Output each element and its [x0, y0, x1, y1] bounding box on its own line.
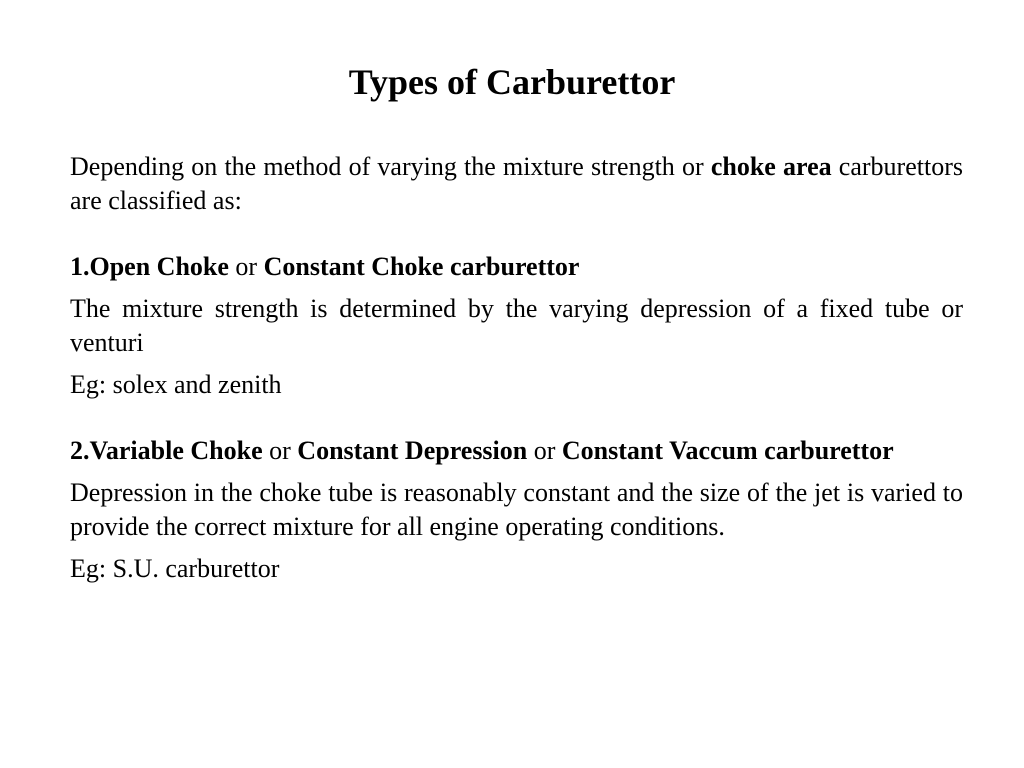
- section-1-heading-part-2: Constant Choke carburettor: [263, 252, 580, 281]
- section-1-heading: [70, 250, 963, 284]
- section-2-heading: [70, 434, 963, 468]
- spacer: [70, 360, 963, 368]
- section-2-heading-part-2: Constant Depression: [297, 436, 528, 465]
- slide-body: [70, 150, 963, 586]
- section-1-heading-part-1: 1.Open Choke: [70, 252, 229, 281]
- spacer: [70, 468, 963, 476]
- intro-text-1: Depending on the method of varying the mixture strength or: [70, 152, 711, 181]
- section-2-connector-1: or: [262, 436, 298, 465]
- section-2-heading-part-3: Constant Vaccum carburettor: [561, 436, 894, 465]
- intro-bold-term: choke area: [710, 152, 832, 181]
- spacer: [70, 402, 963, 434]
- intro-text-2: carburettors are classified as:: [70, 152, 963, 215]
- section-2-example: Eg: S.U. carburettor: [70, 554, 280, 583]
- section-1-connector: or: [228, 252, 264, 281]
- spacer: [70, 544, 963, 552]
- slide-title: Types of Carburettor: [348, 62, 676, 102]
- section-2-heading-part-1: 2.Variable Choke: [70, 436, 263, 465]
- section-1-description: The mixture strength is determined by the varying depression of a fixed tube or venturi: [70, 294, 963, 357]
- section-2-description: Depression in the choke tube is reasonably constant and the size of the jet is varied to provide the correct mixture for all engine operating conditions.: [70, 478, 963, 541]
- spacer: [70, 218, 963, 250]
- spacer: [70, 284, 963, 292]
- section-2-connector-2: or: [527, 436, 562, 465]
- intro-paragraph: [70, 150, 963, 218]
- section-1-example: Eg: solex and zenith: [70, 370, 282, 399]
